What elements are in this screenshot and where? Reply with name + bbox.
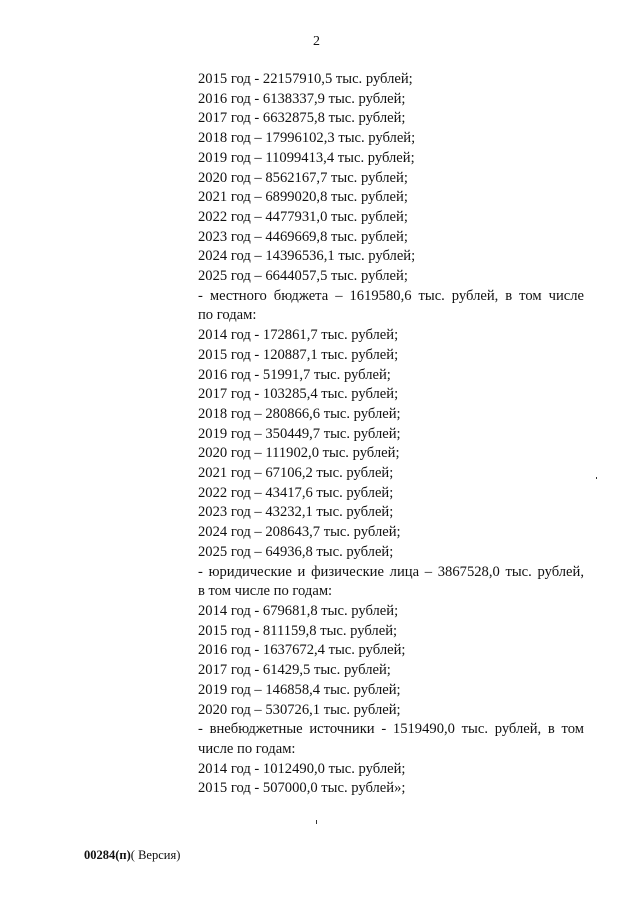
budget-line: 2016 год - 6138337,9 тыс. рублей; [198,90,406,107]
page-number: 2 [313,34,320,49]
budget-line: 2024 год – 208643,7 тыс. рублей; [198,524,401,541]
budget-line: 2015 год - 120887,1 тыс. рублей; [198,346,399,363]
funding-source-paragraph [198,720,584,759]
budget-line: 2017 год - 103285,4 тыс. рублей; [198,386,399,403]
budget-line: 2024 год – 14396536,1 тыс. рублей; [198,248,416,265]
document-code: 00284(п) [84,848,131,862]
funding-source-heading: - внебюджетные источники - 1519490,0 тыс. рублей, в том [198,721,584,738]
scan-speck [596,477,597,479]
funding-source-paragraph [198,287,584,326]
funding-source-heading: - местного бюджета – 1619580,6 тыс. рублей, в том числе [198,287,584,304]
budget-line: 2014 год - 679681,8 тыс. рублей; [198,602,399,619]
budget-line: 2025 год – 6644057,5 тыс. рублей; [198,268,408,285]
budget-line: 2021 год – 67106,2 тыс. рублей; [198,465,394,482]
funding-source-paragraph [198,563,584,602]
budget-line: 2023 год – 4469669,8 тыс. рублей; [198,228,408,245]
budget-line: 2015 год - 22157910,5 тыс. рублей; [198,71,413,87]
budget-line: 2014 год - 172861,7 тыс. рублей; [198,327,399,344]
budget-line: 2017 год - 6632875,8 тыс. рублей; [198,110,406,127]
budget-line: 2020 год – 530726,1 тыс. рублей; [198,701,401,718]
budget-line: 2020 год – 8562167,7 тыс. рублей; [198,169,408,186]
funding-source-heading: - юридические и физические лица – 3867528,0 тыс. рублей, [198,563,584,580]
budget-line: 2017 год - 61429,5 тыс. рублей; [198,662,391,679]
budget-line: 2019 год – 146858,4 тыс. рублей; [198,681,401,698]
funding-source-continuation: по годам: [198,307,257,324]
budget-line: 2018 год – 280866,6 тыс. рублей; [198,405,401,422]
document-footer [84,848,180,863]
budget-line: 2018 год – 17996102,3 тыс. рублей; [198,130,416,147]
budget-line: 2020 год – 111902,0 тыс. рублей; [198,445,400,462]
budget-line: 2025 год – 64936,8 тыс. рублей; [198,543,394,560]
budget-line: 2021 год – 6899020,8 тыс. рублей; [198,189,408,206]
budget-line: 2022 год – 4477931,0 тыс. рублей; [198,208,408,225]
budget-line: 2019 год – 350449,7 тыс. рублей; [198,425,401,442]
budget-line: 2016 год - 1637672,4 тыс. рублей; [198,642,406,659]
budget-line: 2022 год – 43417,6 тыс. рублей; [198,484,394,501]
scan-speck [316,820,317,824]
budget-line: 2016 год - 51991,7 тыс. рублей; [198,366,391,383]
funding-source-continuation: числе по годам: [198,740,296,757]
budget-line: 2014 год - 1012490,0 тыс. рублей; [198,760,406,777]
budget-line: 2015 год - 811159,8 тыс. рублей; [198,622,398,639]
document-body [198,70,584,799]
funding-source-continuation: в том числе по годам: [198,583,333,600]
budget-line: 2019 год – 11099413,4 тыс. рублей; [198,149,415,166]
document-version: ( Версия) [130,848,181,862]
budget-line: 2015 год - 507000,0 тыс. рублей»; [198,780,406,797]
budget-line: 2023 год – 43232,1 тыс. рублей; [198,504,394,521]
